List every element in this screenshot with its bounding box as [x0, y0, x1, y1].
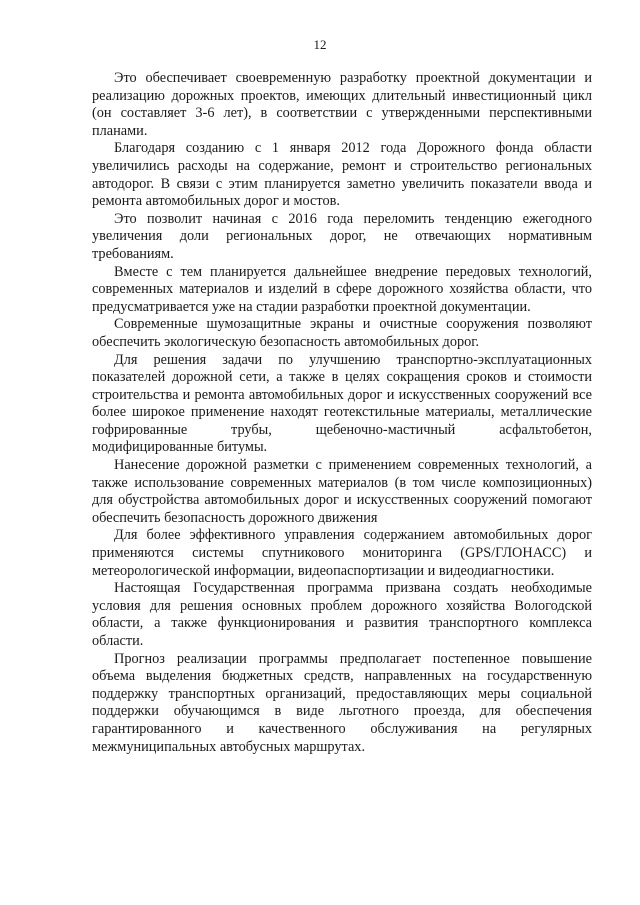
paragraph-materials: Для решения задачи по улучшению транспортно-эксплуатационных показателей дорожной сети, а также в целях сокращения сроков и стоимости строительства и ремонта автомобильных дорог и искусственных сооружений все более широкое применение находят геотекстильные материалы, металлические гофрированные трубы, щебеночно-мастичный асфальтобетон, модифицированные битумы. — [92, 351, 592, 456]
paragraph-road-fund: Благодаря созданию с 1 января 2012 года Дорожного фонда области увеличились расходы на содержание, ремонт и строительство региональных автодорог. В связи с этим планируется заметно увеличить показатели ввода и ремонта автомобильных дорог и мостов. — [92, 140, 592, 210]
paragraph-monitoring: Для более эффективного управления содержанием автомобильных дорог применяются системы спутникового мониторинга (GPS/ГЛОНАСС) и метеорологической информации, видеопаспортизации и видеодиагностики. — [92, 527, 592, 579]
paragraph-road-marking: Нанесение дорожной разметки с применением современных технологий, а также использование современных материалов (в том числе композиционных) для обустройства автомобильных дорог и искусственных сооружений помогают обеспечить безопасность дорожного движения — [92, 457, 592, 526]
paragraph-technologies: Вместе с тем планируется дальнейшее внедрение передовых технологий, современных материалов и изделий в сфере дорожного хозяйства области, что предусматривается уже на стадии разработки проектной документации. — [92, 263, 592, 315]
paragraph-2016-trend: Это позволит начиная с 2016 года переломить тенденцию ежегодного увеличения доли региональных дорог, не отвечающих нормативным требованиям. — [92, 210, 592, 262]
page-number: 12 — [313, 37, 327, 52]
document-body — [92, 70, 592, 756]
paragraph-forecast: Прогноз реализации программы предполагает постепенное повышение объема выделения бюджетных средств, направленных на государственную поддержку транспортных организаций, предоставляющих меры социальной поддержки обучающимся в виде льготного проезда, для обеспечения гарантированного и качественного обслуживания на регулярных межмуниципальных автобусных маршрутах. — [92, 650, 592, 755]
paragraph-state-program: Настоящая Государственная программа призвана создать необходимые условия для решения основных проблем дорожного хозяйства Вологодской области, а также функционирования и развития транспортного комплекса области. — [92, 580, 592, 649]
paragraph-documentation: Это обеспечивает своевременную разработку проектной документации и реализацию дорожных проектов, имеющих длительный инвестиционный цикл (он составляет 3-6 лет), в соответствии с утвержденными перспективными планами. — [92, 70, 592, 139]
paragraph-noise-screens: Современные шумозащитные экраны и очистные сооружения позволяют обеспечить экологическую безопасность автомобильных дорог. — [92, 316, 592, 350]
